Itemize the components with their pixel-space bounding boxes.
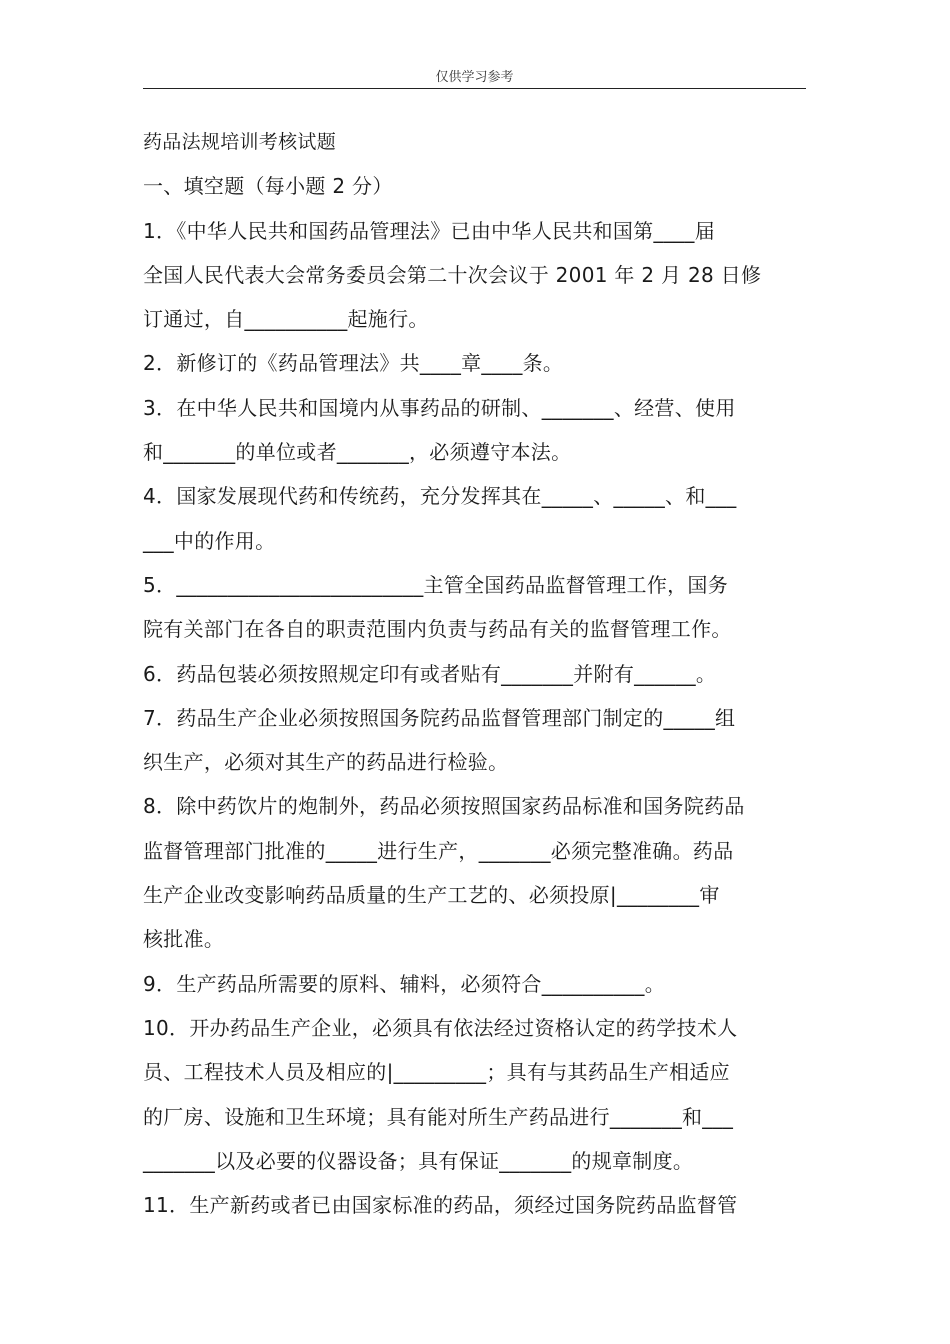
question-line: ___中的作用。: [143, 528, 276, 553]
question-line: 10．开办药品生产企业，必须具有依法经过资格认定的药学技术人: [143, 1015, 738, 1040]
question-line: 和_______的单位或者_______，必须遵守本法。: [143, 440, 572, 465]
question-line: 4．国家发展现代药和传统药，充分发挥其在_____、_____、和___: [143, 484, 737, 509]
question-line: 生产企业改变影响药品质量的生产工艺的、必须投原|________审: [143, 883, 720, 908]
question-line: 的厂房、设施和卫生环境；具有能对所生产药品进行_______和___: [143, 1104, 734, 1129]
question-line: 订通过，自__________起施行。: [143, 307, 429, 332]
question-line: 织生产，必须对其生产的药品进行检验。: [143, 750, 509, 775]
question-line: 5．________________________主管全国药品监督管理工作，国务: [143, 572, 729, 597]
page-header: [143, 66, 806, 89]
question-line: 核批准。: [143, 927, 225, 952]
question-line: 2．新修订的《药品管理法》共____章____条。: [143, 351, 564, 376]
question-line: 8．除中药饮片的炮制外，药品必须按照国家药品标准和国务院药品: [143, 794, 745, 819]
question-line: 监督管理部门批准的_____进行生产，_______必须完整准确。药品: [143, 838, 734, 863]
document-title: 药品法规培训考核试题: [143, 131, 337, 153]
question-line: 9．生产药品所需要的原料、辅料，必须符合__________。: [143, 971, 666, 996]
question-line: 院有关部门在各自的职责范围内负责与药品有关的监督管理工作。: [143, 617, 732, 642]
question-line: 3．在中华人民共和国境内从事药品的研制、_______、经营、使用: [143, 395, 736, 420]
question-line: 6．药品包装必须按照规定印有或者贴有_______并附有______。: [143, 661, 717, 686]
question-line: _______以及必要的仪器设备；具有保证_______的规章制度。: [143, 1148, 694, 1173]
question-line: 员、工程技术人员及相应的|_________；具有与其药品生产相适应: [143, 1060, 730, 1085]
document-body: [143, 120, 806, 1227]
question-line: 1．《中华人民共和国药品管理法》已由中华人民共和国第____届: [143, 218, 716, 243]
question-line: 全国人民代表大会常务委员会第二十次会议于 2001 年 2 月 28 日修: [143, 262, 762, 287]
header-text: 仅供学习参考: [435, 70, 514, 85]
question-line: 11．生产新药或者已由国家标准的药品，须经过国务院药品监督管: [143, 1193, 738, 1218]
question-line: 7．药品生产企业必须按照国务院药品监督管理部门制定的_____组: [143, 705, 736, 730]
section-heading: 一、填空题（每小题 2 分）: [143, 174, 393, 199]
